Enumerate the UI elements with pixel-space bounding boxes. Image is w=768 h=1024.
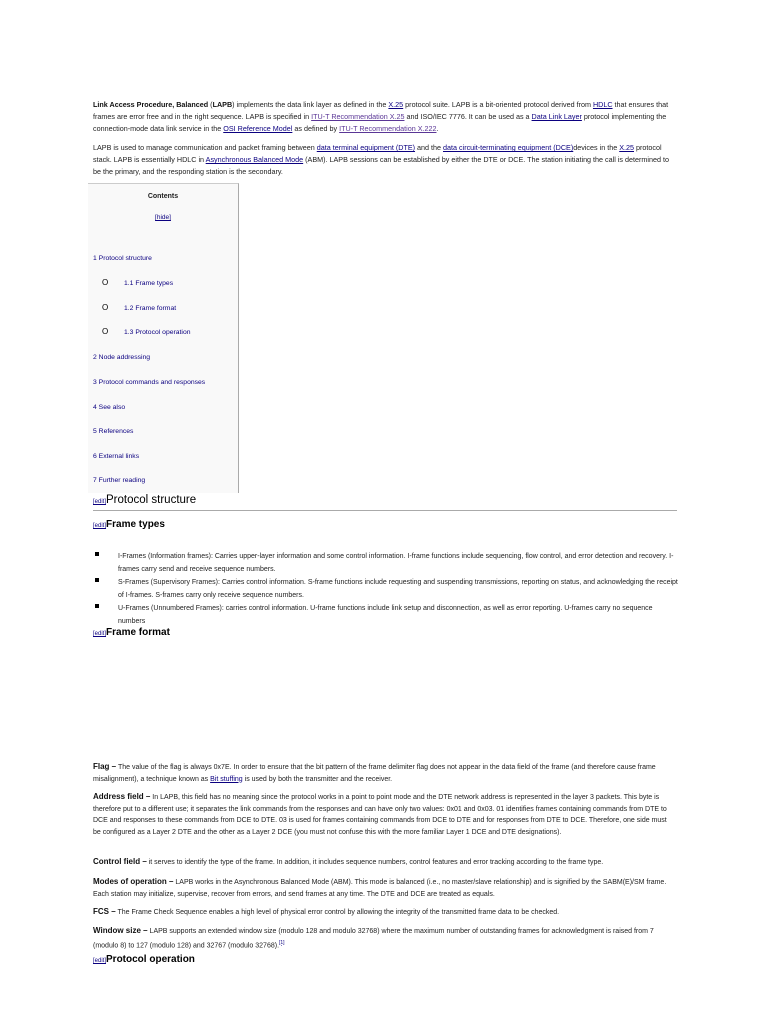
text: .: [436, 124, 439, 133]
link-x25[interactable]: X.25: [619, 143, 634, 152]
bullet-square-icon: [95, 578, 99, 582]
edit-link[interactable]: [edit]: [93, 958, 107, 964]
text: implements the data link layer as defined in the: [234, 100, 389, 109]
toc-item-node-addressing[interactable]: 2 Node addressing: [93, 354, 151, 361]
text: protocol suite. LAPB is a bit-oriented protocol derived from: [403, 100, 593, 109]
field-text: The Frame Check Sequence enables a high level of physical error control by allowing the integrity of the transmitted frame data to be checked.: [115, 909, 560, 916]
field-term: Window size –: [93, 926, 148, 935]
toc-item-frame-format[interactable]: 1.2 Frame format: [124, 305, 177, 312]
toc-item-protocol-commands[interactable]: 3 Protocol commands and responses: [93, 379, 206, 386]
link-dce[interactable]: data circuit-terminating equipment (DCE): [443, 143, 574, 152]
field-text: it serves to identify the type of the frame. In addition, it includes sequence numbers, control features and error tracking according to the frame type.: [146, 859, 604, 866]
edit-link[interactable]: [edit]: [93, 499, 107, 505]
lapb-abbr: LAPB: [212, 100, 233, 109]
lapb-term: Link Access Procedure, Balanced: [93, 100, 209, 109]
field-modes-of-operation: [93, 876, 673, 900]
text: protocol stack. LAPB is essentially HDLC in: [93, 143, 662, 164]
field-flag: [93, 761, 673, 785]
field-control: [93, 856, 673, 869]
text: as defined by: [292, 124, 340, 133]
heading-protocol-structure: [93, 494, 196, 506]
table-of-contents: [88, 183, 239, 493]
field-term: FCS –: [93, 907, 116, 916]
field-window-size: [93, 925, 673, 951]
field-term: Control field –: [93, 857, 147, 866]
text: protocol implementing the connection-mode data link service in the: [93, 112, 667, 133]
bullet-square-icon: [95, 604, 99, 608]
field-term: Modes of operation –: [93, 877, 174, 886]
heading-text: Frame format: [106, 627, 170, 638]
toc-item-see-also[interactable]: 4 See also: [93, 404, 126, 411]
edit-link[interactable]: [edit]: [93, 631, 107, 637]
field-text: LAPB supports an extended window size (modulo 128 and modulo 32768) where the maximum number of outstanding frames for acknowledgment is raised from 7 (modulo 8) to 127 (modulo 128) and 32767 (modulo 32768).: [93, 928, 654, 949]
link-bit-stuffing[interactable]: Bit stuffing: [210, 775, 243, 783]
link-itu-x222[interactable]: ITU-T Recommendation X.222: [339, 124, 437, 133]
toc-sub-bullet-icon: O: [102, 303, 109, 312]
field-text: LAPB works in the Asynchronous Balanced Mode (ABM). This mode is balanced (i.e., no master/slave relationship) and is signified by the SABM(E)/SM frame. Each station may initialize, supervise, recover from errors, and send frames at any time. The DTE and DCE are treated as equals.: [93, 879, 667, 898]
toc-item-frame-types[interactable]: 1.1 Frame types: [124, 280, 174, 287]
heading-divider: [93, 510, 677, 511]
toc-hide-link[interactable]: [88, 214, 238, 221]
text: and the: [415, 143, 444, 152]
toc-title: Contents: [147, 193, 179, 200]
link-x25[interactable]: X.25: [388, 100, 404, 109]
toc-item-external-links[interactable]: 6 External links: [93, 453, 140, 460]
field-term: Address field –: [93, 792, 151, 801]
text: and ISO/IEC 7776. It can be used as a: [404, 112, 532, 121]
field-text: is used by both the transmitter and the receiver.: [242, 775, 393, 783]
text: that ensures that frames are error free and in the right sequence. LAPB is specified in: [93, 100, 669, 121]
link-hdlc[interactable]: HDLC: [592, 100, 613, 109]
field-fcs: [93, 906, 673, 919]
heading-protocol-operation: [93, 954, 195, 965]
heading-text: Protocol structure: [106, 494, 197, 506]
toc-sub-bullet-icon: O: [102, 278, 109, 287]
link-abm[interactable]: Asynchronous Balanced Mode: [205, 155, 304, 164]
edit-link[interactable]: [edit]: [93, 523, 107, 529]
text: (ABM). LAPB sessions can be established by either the DTE or DCE. The station initiating the call is determined to be the primary, and the responding station is the secondary.: [93, 155, 669, 176]
bullet-square-icon: [95, 552, 99, 556]
reference-link[interactable]: [1]: [279, 939, 285, 946]
list-item-s-frames: S-Frames (Supervisory Frames): Carries control information. S-frame functions include requesting and suspending transmissions, reporting on status, and acknowledging the receipt of I-frames. S-frames carry only receive sequence numbers.: [118, 579, 678, 599]
link-osi-model[interactable]: OSI Reference Model: [223, 124, 293, 133]
field-term: Flag –: [93, 762, 117, 771]
field-address: [93, 791, 673, 838]
intro-paragraph-1: Link Access Procedure, Balanced (LAPB) implements the data link layer as defined in the X.25 protocol suite. LAPB is a bit-oriented protocol derived from HDLC that ensures that frames are error free and in the right sequence. LAPB is specified in ITU-T Recommendation X.25 and ISO/IEC 7776. It can be used as a Data Link Layer protocol implementing the connection-mode data link service in the OSI Reference Model as defined by ITU-T Recommendation X.222.: [93, 100, 669, 133]
text: LAPB is used to manage communication and packet framing between: [93, 143, 317, 152]
link-dte[interactable]: data terminal equipment (DTE): [316, 143, 416, 152]
link-itu-x25[interactable]: ITU-T Recommendation X.25: [311, 112, 405, 121]
toc-hide-text[interactable]: [hide]: [155, 214, 171, 221]
heading-frame-types: [93, 519, 165, 530]
heading-text: Frame types: [106, 519, 165, 530]
field-text: The value of the flag is always 0x7E. In order to ensure that the bit pattern of the frame delimiter flag does not appear in the data field of the frame (and therefore cause frame misalignment), a technique known as: [93, 764, 656, 783]
intro-paragraph-2: [93, 142, 673, 178]
toc-sub-bullet-icon: O: [102, 327, 109, 336]
text: devices in the: [573, 143, 620, 152]
list-item-u-frames: U-Frames (Unnumbered Frames): carries control information. U-frame functions include link setup and disconnection, as well as error reporting. U-frames carry no sequence numbers: [118, 605, 653, 625]
link-data-link-layer[interactable]: Data Link Layer: [531, 112, 582, 121]
heading-frame-format: [93, 627, 170, 638]
list-item-i-frames: I-Frames (Information frames): Carries upper-layer information and some control information. I-frame functions include sequencing, flow control, and error detection and recovery. I-frames carry send and receive sequence numbers.: [118, 553, 674, 573]
field-text: In LAPB, this field has no meaning since the protocol works in a point to point mode and the DTE network address is represented in the layer 3 packets. This byte is therefore put to a different use; it separates the link commands from the responses and can have only two values: 0x01 and 0x03. 01 identifies frames containing commands from DTE to DCE and responses to these commands from DCE to DTE. 03 is used for frames containing commands from DCE to DTE and for responses from DTE to DCE. Therefore, one side must be configured as a Layer 2 DTE and the other as a Layer 2 DCE (you must not confuse this with the more familiar Layer 1 DCE and DTE designations).: [93, 794, 667, 836]
toc-item-further-reading[interactable]: 7 Further reading: [93, 477, 146, 484]
toc-item-protocol-operation[interactable]: 1.3 Protocol operation: [124, 329, 191, 336]
heading-text: Protocol operation: [106, 954, 195, 965]
toc-item-protocol-structure[interactable]: 1 Protocol structure: [93, 255, 152, 262]
toc-item-references[interactable]: 5 References: [93, 428, 134, 435]
